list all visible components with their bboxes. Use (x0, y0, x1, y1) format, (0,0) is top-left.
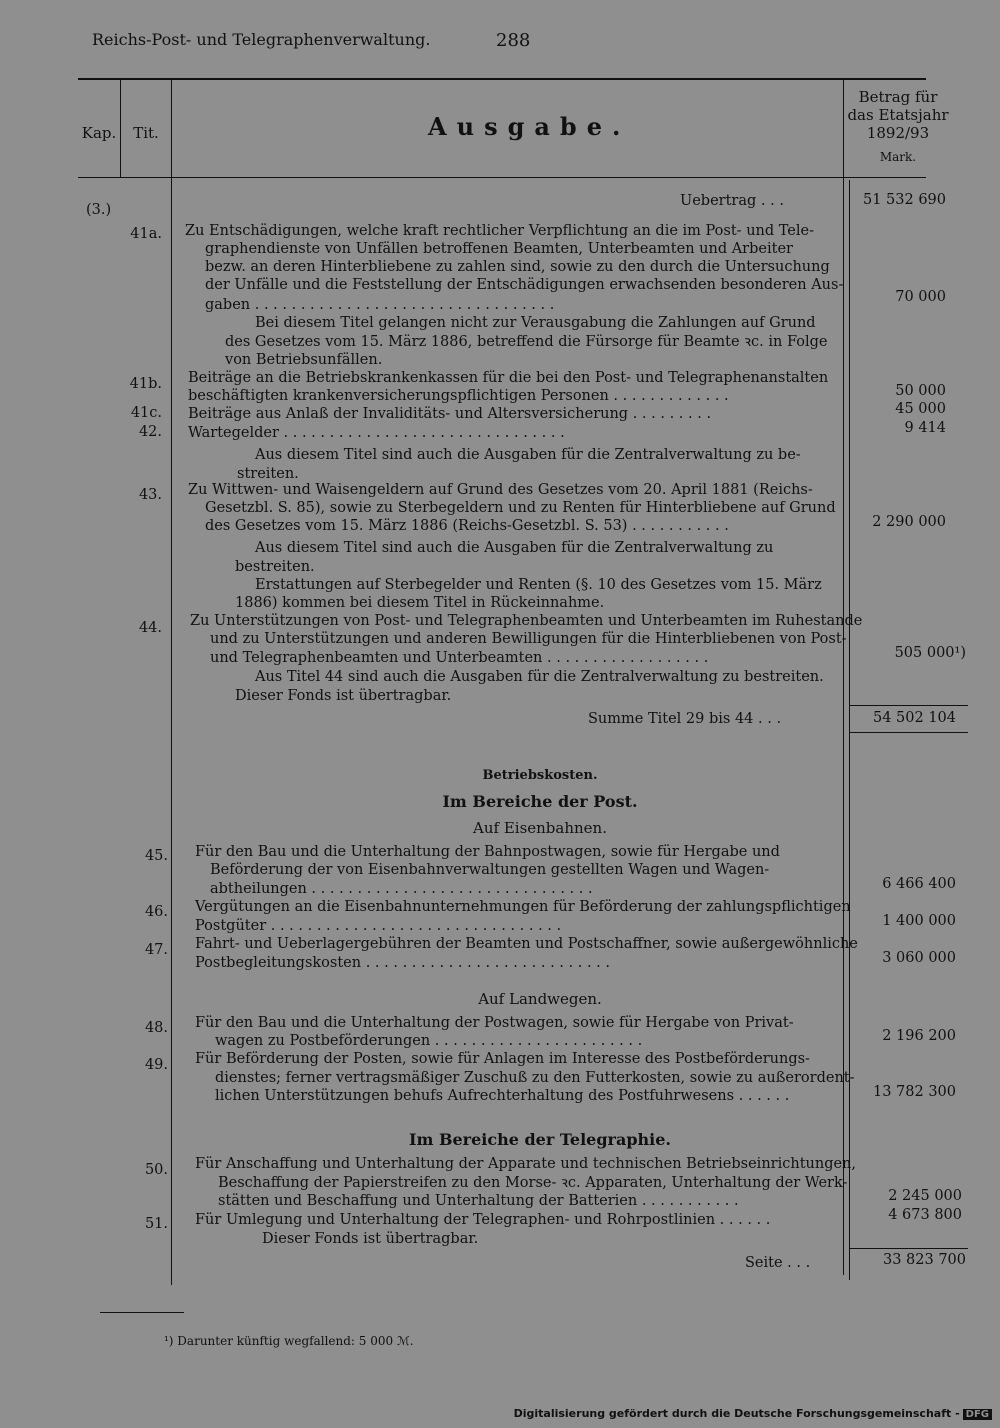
t48-line-2: wagen zu Postbeförderungen . . . . . . . . . . . . . . . . . . . . . . . (215, 1033, 643, 1049)
t42-note-1: Aus diesem Titel sind auch die Ausgaben für die Zentralverwaltung zu be- (255, 447, 801, 463)
t41a-line-5: gaben . . . . . . . . . . . . . . . . . . . . . . . . . . . . . . . . . (205, 297, 555, 313)
t45-line-3: abtheilungen . . . . . . . . . . . . . . . . . . . . . . . . . . . . . . . (210, 881, 593, 897)
section-betriebskosten: Betriebskosten. (482, 768, 598, 783)
col-rule-betrag-2 (849, 180, 850, 1280)
t43-note-4: 1886) kommen bei diesem Titel in Rückeinnahme. (235, 595, 605, 611)
t41c-line-1: Beiträge aus Anlaß der Invaliditäts- und Altersversicherung . . . . . . . . . (188, 406, 712, 422)
col-rule-kap (120, 80, 121, 177)
t41a-note-3: von Betriebsunfällen. (225, 352, 383, 368)
t48-value: 2 196 200 (882, 1028, 956, 1044)
t44-value: 505 000¹) (894, 645, 966, 661)
t41b-line-1: Beiträge an die Betriebskrankenkassen für die bei den Post- und Telegraphenanstalten (188, 370, 829, 386)
t42-note-2: streiten. (237, 466, 299, 482)
t43-line-3: des Gesetzes vom 15. März 1886 (Reichs-Gesetzbl. S. 53) . . . . . . . . . . . (205, 518, 729, 534)
tit-51: 51. (144, 1216, 168, 1232)
t44-line-2: und zu Unterstützungen und anderen Bewilligungen für die Hinterbliebenen von Post- (210, 631, 847, 647)
column-header-kap: Kap. (81, 124, 117, 142)
t46-line-1: Vergütungen an die Eisenbahnunternehmungen für Beförderung der zahlungspflichtigen (195, 899, 851, 915)
t41c-value: 45 000 (895, 401, 946, 417)
tit-46: 46. (144, 904, 168, 920)
t42-value: 9 414 (904, 420, 946, 436)
t43-note-1: Aus diesem Titel sind auch die Ausgaben für die Zentralverwaltung zu (255, 540, 774, 556)
t44-line-3: und Telegraphenbeamten und Unterbeamten . . . . . . . . . . . . . . . . . . (210, 650, 709, 666)
summe-value: 54 502 104 (872, 710, 956, 726)
t50-line-3: stätten und Beschaffung und Unterhaltung der Batterien . . . . . . . . . . . (218, 1193, 739, 1209)
digitization-credit (514, 1407, 992, 1420)
tit-48: 48. (144, 1020, 168, 1036)
column-header-unit: Mark. (879, 150, 917, 164)
tit-45: 45. (144, 848, 168, 864)
summe-label: Summe Titel 29 bis 44 . . . (588, 711, 782, 727)
tit-41b: 41b. (129, 376, 162, 392)
tit-41a: 41a. (130, 226, 162, 242)
footnote-rule (100, 1312, 184, 1313)
t43-note-3: Erstattungen auf Sterbegelder und Renten (§. 10 des Gesetzes vom 15. März (255, 577, 822, 593)
t47-line-2: Postbegleitungskosten . . . . . . . . . . . . . . . . . . . . . . . . . . . (195, 955, 610, 971)
dfg-logo: DFG (963, 1409, 992, 1420)
ubertrag-label: Uebertrag . . . (680, 193, 784, 209)
t41a-note-1: Bei diesem Titel gelangen nicht zur Verausgabung die Zahlungen auf Grund (255, 315, 816, 331)
t44-line-1: Zu Unterstützungen von Post- und Telegraphenbeamten und Unterbeamten im Ruhestande (190, 613, 863, 629)
column-header-betrag-1: Betrag für (858, 88, 938, 106)
t51-note-1: Dieser Fonds ist übertragbar. (262, 1231, 479, 1247)
t43-note-2: bestreiten. (235, 559, 315, 575)
t50-line-2: Beschaffung der Papierstreifen zu den Morse- ꝛc. Apparaten, Unterhaltung der Werk- (218, 1175, 848, 1191)
t43-line-1: Zu Wittwen- und Waisengeldern auf Grund des Gesetzes vom 20. April 1881 (Reichs- (188, 482, 813, 498)
t41a-value: 70 000 (895, 289, 946, 305)
t41a-line-2: graphendienste von Unfällen betroffenen Beamten, Unterbeamten und Arbeiter (205, 241, 793, 257)
ubertrag-value: 51 532 690 (862, 192, 946, 208)
tit-41c: 41c. (130, 405, 162, 421)
col-rule-tit (171, 80, 172, 1285)
section-landwegen: Auf Landwegen. (478, 990, 602, 1008)
t44-note-2: Dieser Fonds ist übertragbar. (235, 688, 452, 704)
t41a-line-1: Zu Entschädigungen, welche kraft rechtlicher Verpflichtung an die im Post- und Tele- (185, 223, 815, 239)
col-rule-betrag (843, 80, 844, 1275)
running-header: Reichs-Post- und Telegraphenverwaltung. (92, 30, 431, 49)
t49-line-1: Für Beförderung der Posten, sowie für Anlagen im Interesse des Postbeförderungs- (195, 1051, 810, 1067)
t45-line-1: Für den Bau und die Unterhaltung der Bahnpostwagen, sowie für Hergabe und (195, 844, 780, 860)
t43-value: 2 290 000 (872, 514, 946, 530)
tit-50: 50. (144, 1162, 168, 1178)
t45-value: 6 466 400 (882, 876, 956, 892)
table-top-rule (78, 78, 926, 80)
seite-rule (850, 1248, 968, 1249)
tit-42: 42. (138, 424, 162, 440)
t41b-value: 50 000 (895, 383, 946, 399)
t42-line-1: Wartegelder . . . . . . . . . . . . . . . . . . . . . . . . . . . . . . . (188, 425, 565, 441)
t49-value: 13 782 300 (872, 1084, 956, 1100)
tit-47: 47. (144, 942, 168, 958)
t48-line-1: Für den Bau und die Unterhaltung der Postwagen, sowie für Hergabe von Privat- (195, 1015, 794, 1031)
t41a-note-2: des Gesetzes vom 15. März 1886, betreffend die Fürsorge für Beamte ꝛc. in Folge (225, 334, 828, 350)
column-header-betrag-3: 1892/93 (866, 124, 930, 142)
digitization-text: Digitalisierung gefördert durch die Deutsche Forschungsgemeinschaft - (513, 1407, 960, 1420)
header-bottom-rule (78, 177, 926, 178)
column-header-betrag-2: das Etatsjahr (847, 106, 949, 124)
t43-line-2: Gesetzbl. S. 85), sowie zu Sterbegeldern und zu Renten für Hinterbliebene auf Grund (205, 500, 836, 516)
tit-43: 43. (138, 487, 162, 503)
tit-44: 44. (138, 620, 162, 636)
kap-value: (3.) (86, 202, 112, 218)
summe-rule-bottom (850, 732, 968, 733)
t41a-line-3: bezw. an deren Hinterbliebene zu zahlen sind, sowie zu den durch die Untersuchung (205, 259, 830, 275)
t46-line-2: Postgüter . . . . . . . . . . . . . . . . . . . . . . . . . . . . . . . . (195, 918, 562, 934)
column-header-tit: Tit. (133, 124, 159, 142)
summe-rule (850, 705, 968, 706)
section-eisenbahnen: Auf Eisenbahnen. (473, 819, 607, 837)
t51-line-1: Für Umlegung und Unterhaltung der Telegraphen- und Rohrpostlinien . . . . . . (195, 1212, 771, 1228)
column-header-title: Ausgabe. (428, 112, 631, 141)
seite-value: 33 823 700 (882, 1252, 966, 1268)
seite-label: Seite . . . (745, 1255, 811, 1271)
t51-value: 4 673 800 (888, 1207, 962, 1223)
t41a-line-4: der Unfälle und die Feststellung der Entschädigungen erwachsenden besonderen Aus- (205, 277, 844, 293)
t47-line-1: Fahrt- und Ueberlagergebühren der Beamten und Postschaffner, sowie außergewöhnliche (195, 936, 858, 952)
t44-note-1: Aus Titel 44 sind auch die Ausgaben für die Zentralverwaltung zu bestreiten. (255, 669, 824, 685)
footnote: ¹) Darunter künftig wegfallend: 5 000 ℳ. (164, 1334, 414, 1348)
t50-value: 2 245 000 (888, 1188, 962, 1204)
tit-49: 49. (144, 1057, 168, 1073)
t47-value: 3 060 000 (882, 950, 956, 966)
section-post: Im Bereiche der Post. (442, 792, 638, 811)
t49-line-3: lichen Unterstützungen behufs Aufrechterhaltung des Postfuhrwesens . . . . . . (215, 1088, 790, 1104)
t41b-line-2: beschäftigten krankenversicherungspflichtigen Personen . . . . . . . . . . . . . (188, 388, 729, 404)
t46-value: 1 400 000 (882, 913, 956, 929)
t49-line-2: dienstes; ferner vertragsmäßiger Zuschuß zu den Futterkosten, sowie zu außerordent- (215, 1070, 855, 1086)
t45-line-2: Beförderung der von Eisenbahnverwaltungen gestellten Wagen und Wagen- (210, 862, 770, 878)
section-telegraphie: Im Bereiche der Telegraphie. (408, 1130, 671, 1149)
page-number: 288 (496, 30, 531, 51)
t50-line-1: Für Anschaffung und Unterhaltung der Apparate und technischen Betriebseinrichtungen, (195, 1156, 857, 1172)
